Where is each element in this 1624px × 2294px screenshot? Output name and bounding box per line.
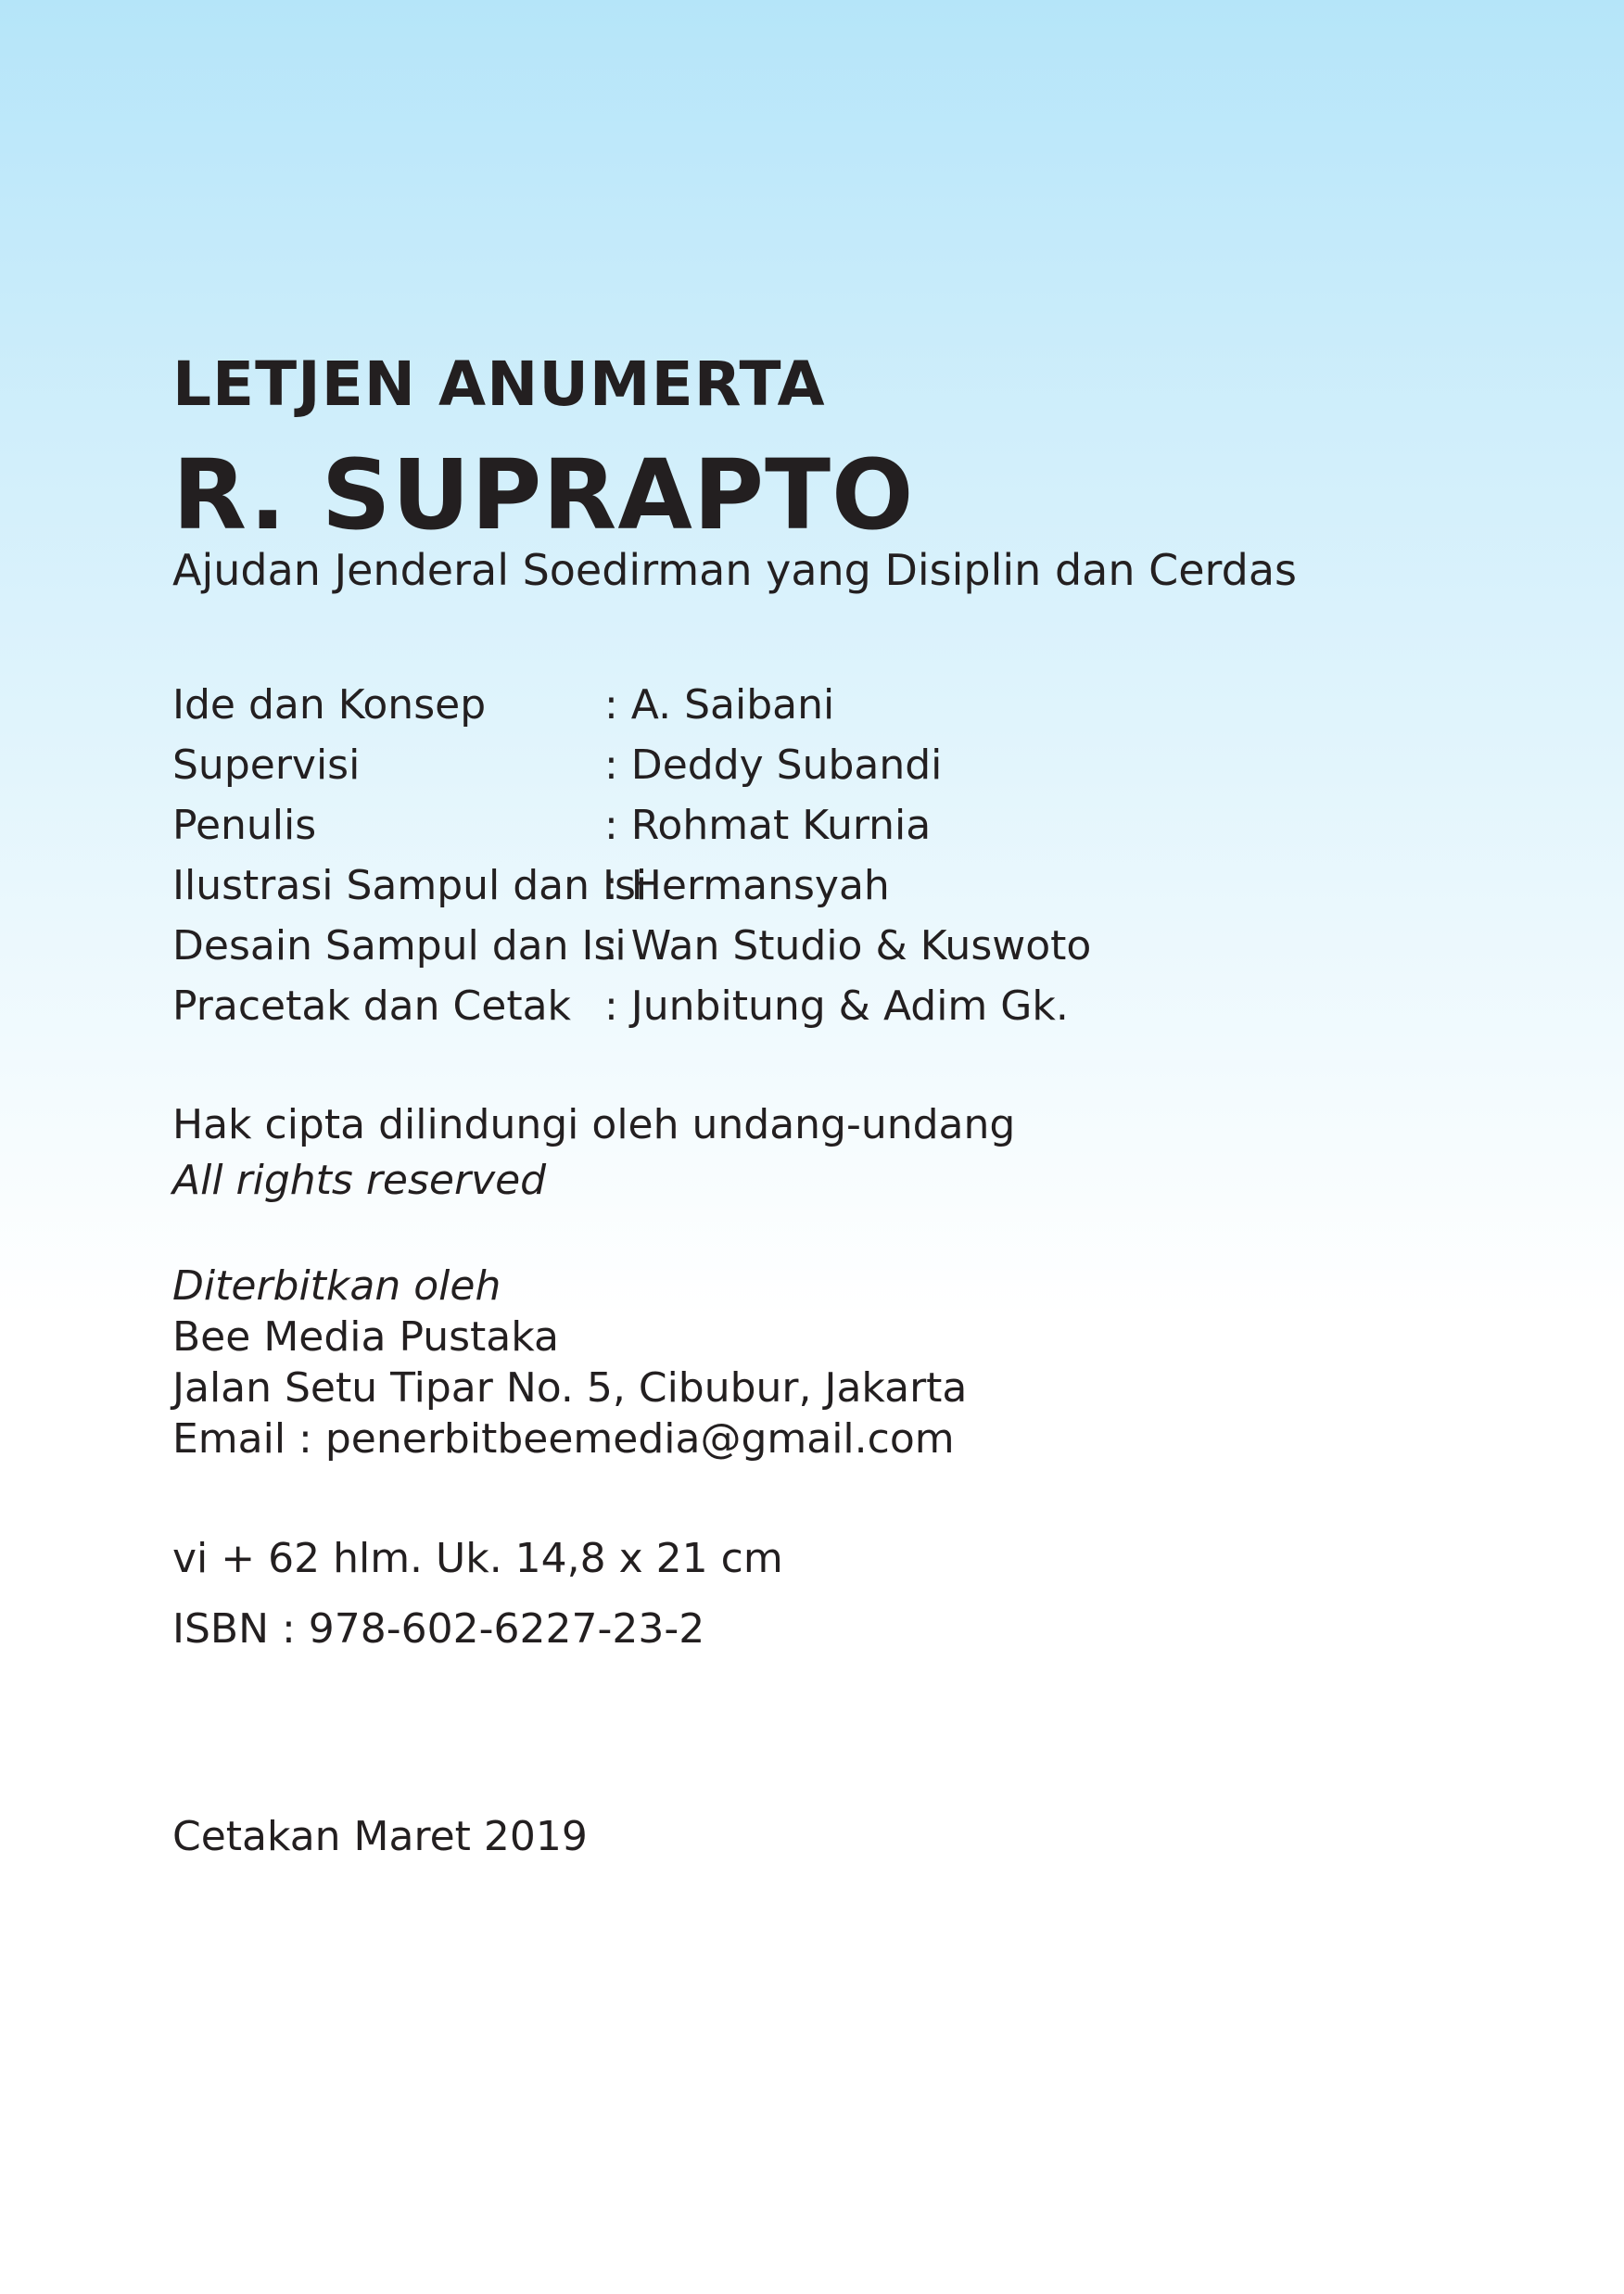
credit-row [172, 675, 1091, 735]
credit-value: : Deddy Subandi [604, 741, 943, 789]
credit-value: : A. Saibani [604, 681, 835, 729]
copyright-notice [172, 1097, 1015, 1209]
credit-value: : Rohmat Kurnia [604, 802, 932, 849]
credit-row [172, 735, 1091, 795]
credit-value: : Junbitung & Adim Gk. [604, 982, 1069, 1030]
book-specs [172, 1531, 783, 1672]
book-title: R. SUPRAPTO [172, 438, 915, 551]
credit-value: : Hermansyah [604, 862, 890, 909]
credit-row [172, 976, 1091, 1036]
page-count-size: vi + 62 hlm. Uk. 14,8 x 21 cm [172, 1535, 783, 1582]
credit-role: Penulis [172, 802, 317, 849]
credit-role: Ide dan Konsep [172, 681, 487, 729]
credit-role: Pracetak dan Cetak [172, 982, 572, 1030]
credits-list [172, 675, 1091, 1036]
publisher-info [172, 1261, 967, 1464]
isbn: ISBN : 978-602-6227-23-2 [172, 1605, 705, 1653]
publisher-address: Jalan Setu Tipar No. 5, Cibubur, Jakarta [172, 1364, 968, 1412]
credit-role: Supervisi [172, 741, 361, 789]
title-overline: LETJEN ANUMERTA [172, 349, 826, 420]
print-date [172, 1809, 588, 1865]
copyright-line: Hak cipta dilindungi oleh undang-undang [172, 1101, 1016, 1148]
publisher-name: Bee Media Pustaka [172, 1313, 559, 1361]
credit-row [172, 916, 1091, 976]
rights-reserved: All rights reserved [172, 1157, 547, 1204]
publisher-email: Email : penerbitbeemedia@gmail.com [172, 1415, 955, 1463]
book-subtitle: Ajudan Jenderal Soedirman yang Disiplin dan Cerdas [172, 545, 1298, 595]
credit-value: : Wan Studio & Kuswoto [604, 922, 1092, 970]
credit-role: Desain Sampul dan Isi [172, 922, 627, 970]
credit-role: Ilustrasi Sampul dan Isi [172, 862, 648, 909]
credit-row [172, 855, 1091, 916]
credit-row [172, 795, 1091, 855]
publisher-label: Diterbitkan oleh [172, 1262, 501, 1310]
print-date-text: Cetakan Maret 2019 [172, 1813, 588, 1860]
